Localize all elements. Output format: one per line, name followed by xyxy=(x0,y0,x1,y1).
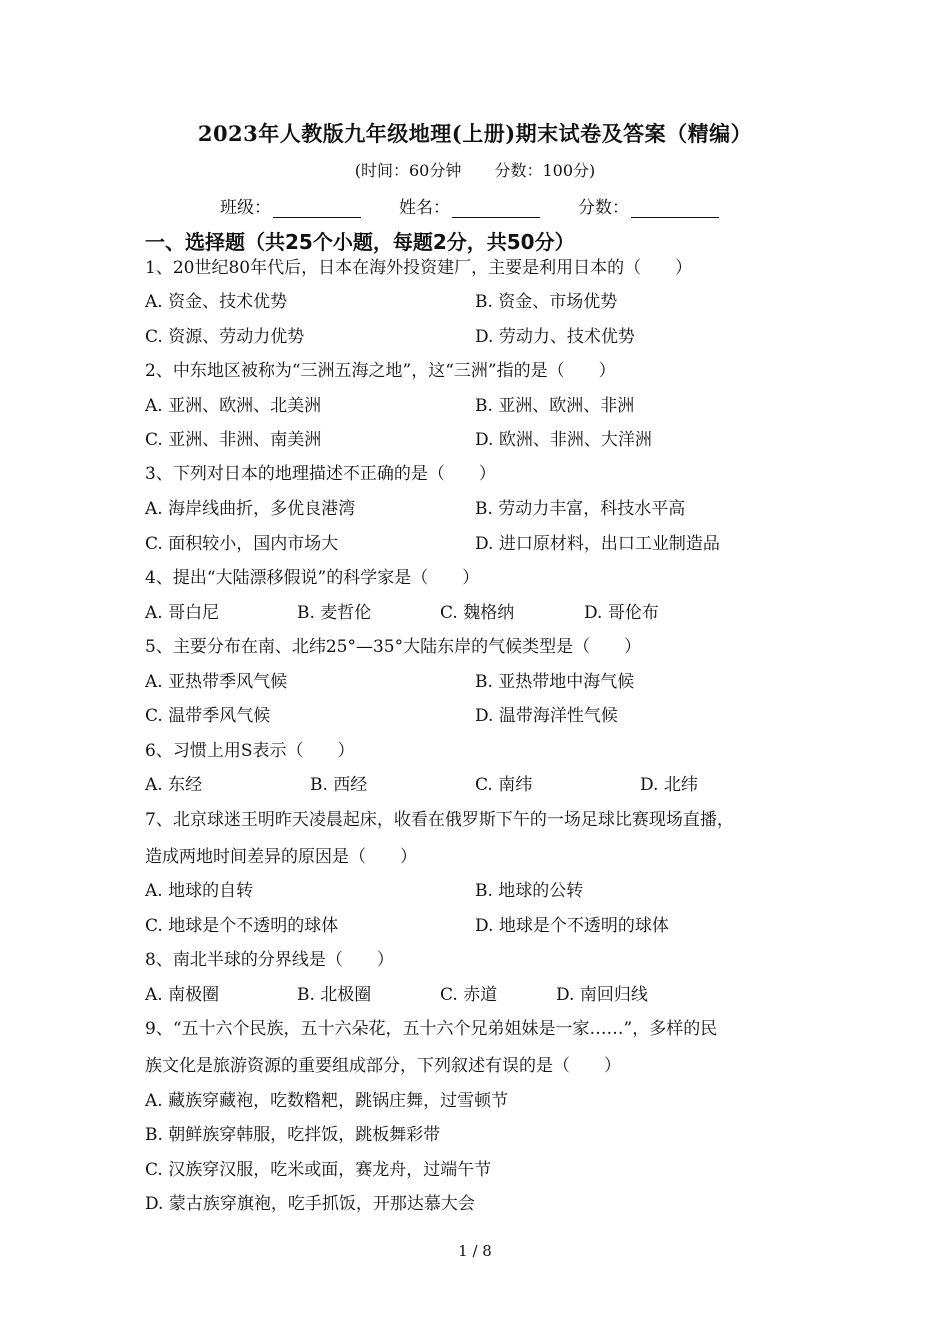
question-8-option-b: B. 北极圈 xyxy=(297,985,372,1005)
question-2-option-c: C. 亚洲、非洲、南美洲 xyxy=(145,430,322,450)
question-1-stem: 1、20世纪80年代后，日本在海外投资建厂，主要是利用日本的（ ） xyxy=(145,258,693,278)
question-7-option-c: C. 地球是个不透明的球体 xyxy=(145,916,339,936)
question-1-option-b: B. 资金、市场优势 xyxy=(475,292,618,312)
total-score: 分数：100分) xyxy=(494,161,596,180)
class-label: 班级： xyxy=(220,198,271,218)
question-7-stem-line-1: 7、北京球迷王明昨天凌晨起床，收看在俄罗斯下午的一场足球比赛现场直播， xyxy=(145,810,734,830)
question-3-option-c: C. 面积较小，国内市场大 xyxy=(145,534,339,554)
student-info xyxy=(220,193,757,218)
question-8-option-d: D. 南回归线 xyxy=(556,985,648,1005)
question-4-option-a: A. 哥白尼 xyxy=(145,603,220,623)
question-7-option-d: D. 地球是个不透明的球体 xyxy=(475,916,669,936)
question-4-stem: 4、提出“大陆漂移假说”的科学家是（ ） xyxy=(145,568,480,588)
question-1-option-c: C. 资源、劳动力优势 xyxy=(145,327,305,347)
question-9-stem-line-1: 9、“五十六个民族，五十六朵花，五十六个兄弟姐妹是一家……”，多样的民 xyxy=(145,1019,718,1039)
question-8-option-a: A. 南极圈 xyxy=(145,985,220,1005)
question-4-option-b: B. 麦哲伦 xyxy=(297,603,372,623)
exam-subtitle xyxy=(0,158,950,181)
name-label: 姓名： xyxy=(399,198,450,218)
question-8-stem: 8、南北半球的分界线是（ ） xyxy=(145,950,394,970)
page-title: 2023年人教版九年级地理(上册)期末试卷及答案（精编） xyxy=(197,121,753,146)
question-2-option-d: D. 欧洲、非洲、大洋洲 xyxy=(475,430,652,450)
question-9-option-d: D. 蒙古族穿旗袍，吃手抓饭，开那达慕大会 xyxy=(145,1194,475,1214)
question-3-option-d: D. 进口原材料，出口工业制造品 xyxy=(475,534,720,554)
question-7-option-a: A. 地球的自转 xyxy=(145,881,254,901)
question-6-option-b: B. 西经 xyxy=(310,775,368,795)
question-2-option-b: B. 亚洲、欧洲、非洲 xyxy=(475,396,635,416)
class-field xyxy=(220,193,361,218)
question-7-option-b: B. 地球的公转 xyxy=(475,881,584,901)
section-heading: 一、选择题（共25个小题，每题2分，共50分） xyxy=(145,230,575,254)
name-field xyxy=(399,193,540,218)
time-limit: (时间：60分钟 xyxy=(354,161,462,180)
question-3-option-b: B. 劳动力丰富，科技水平高 xyxy=(475,499,686,519)
question-5-option-b: B. 亚热带地中海气候 xyxy=(475,672,635,692)
class-blank[interactable] xyxy=(273,199,361,218)
question-3-option-a: A. 海岸线曲折，多优良港湾 xyxy=(145,499,356,519)
question-6-option-d: D. 北纬 xyxy=(640,775,698,795)
question-1-option-a: A. 资金、技术优势 xyxy=(145,292,288,312)
question-4-option-c: C. 魏格纳 xyxy=(440,603,515,623)
question-6-option-c: C. 南纬 xyxy=(475,775,533,795)
question-9-stem-line-2: 族文化是旅游资源的重要组成部分，下列叙述有误的是（ ） xyxy=(145,1056,621,1076)
page-number: 1 / 8 xyxy=(458,1242,492,1260)
question-9-option-a: A. 藏族穿藏袍，吃数糌粑，跳锅庄舞，过雪顿节 xyxy=(145,1091,509,1111)
question-5-option-c: C. 温带季风气候 xyxy=(145,706,271,726)
question-2-option-a: A. 亚洲、欧洲、北美洲 xyxy=(145,396,322,416)
name-blank[interactable] xyxy=(452,199,540,218)
score-blank[interactable] xyxy=(631,199,719,218)
question-8-option-c: C. 赤道 xyxy=(440,985,498,1005)
question-2-stem: 2、中东地区被称为“三洲五海之地”，这“三洲”指的是（ ） xyxy=(145,361,616,381)
question-5-stem: 5、主要分布在南、北纬25°—35°大陆东岸的气候类型是（ ） xyxy=(145,637,642,657)
question-5-option-a: A. 亚热带季风气候 xyxy=(145,672,288,692)
score-label: 分数： xyxy=(578,198,629,218)
question-5-option-d: D. 温带海洋性气候 xyxy=(475,706,618,726)
question-6-option-a: A. 东经 xyxy=(145,775,203,795)
question-1-option-d: D. 劳动力、技术优势 xyxy=(475,327,635,347)
question-6-stem: 6、习惯上用S表示（ ） xyxy=(145,741,355,761)
question-9-option-c: C. 汉族穿汉服，吃米或面，赛龙舟，过端午节 xyxy=(145,1160,492,1180)
question-7-stem-line-2: 造成两地时间差异的原因是（ ） xyxy=(145,847,417,867)
score-field xyxy=(578,193,719,218)
question-9-option-b: B. 朝鲜族穿韩服，吃拌饭，跳板舞彩带 xyxy=(145,1125,441,1145)
question-3-stem: 3、下列对日本的地理描述不正确的是（ ） xyxy=(145,464,496,484)
question-4-option-d: D. 哥伦布 xyxy=(584,603,659,623)
